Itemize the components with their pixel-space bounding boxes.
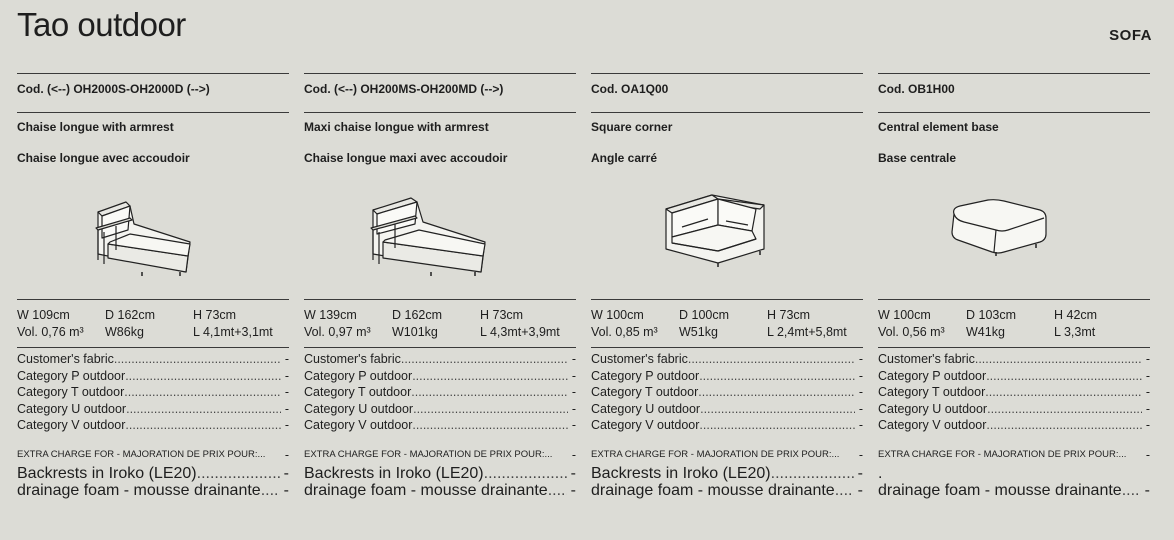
price-value: - [284,401,289,416]
price-list [878,352,1150,435]
price-row [878,465,1150,482]
dot-leader [114,352,281,366]
dot-leader [1122,482,1141,500]
price-value: - [1145,385,1150,400]
depth-value: D 162cm [392,308,443,322]
price-value: - [283,464,289,482]
price-label: Category V outdoor [591,418,700,433]
price-row [17,369,289,386]
column-rule [17,347,289,348]
price-row [304,369,576,386]
price-label: Customer's fabric [17,352,114,366]
weight-value: W41kg [966,325,1005,339]
price-label: Customer's fabric [304,352,401,366]
price-value: - [858,418,863,433]
column-rule [878,73,1150,74]
extra-charge-label: EXTRA CHARGE FOR - MAJORATION DE PRIX POUR:... [17,448,266,460]
price-label: Category V outdoor [17,418,126,433]
price-row [304,465,576,482]
dot-leader [986,418,1141,432]
price-row [304,385,576,402]
price-row [878,385,1150,402]
extra-charge-label: EXTRA CHARGE FOR - MAJORATION DE PRIX POUR:... [304,448,553,460]
dot-leader [699,418,854,432]
product-name-fr: Chaise longue maxi avec accoudoir [304,151,508,165]
product-columns [17,73,1150,513]
dot-leader [986,369,1142,383]
column-rule [304,73,576,74]
dot-leader [411,385,568,399]
price-value: - [283,481,289,499]
extra-charge-value: - [1145,447,1150,462]
price-value: - [1145,352,1150,366]
dot-leader [484,465,567,483]
extra-charge-value: - [571,447,576,462]
extra-charge-note [878,445,1150,465]
price-label: Category T outdoor [878,385,986,400]
product-name-fr: Base centrale [878,151,957,165]
column-rule [591,112,863,113]
column-rule [304,299,576,300]
depth-value: D 100cm [679,308,730,322]
price-value: - [570,464,576,482]
dot-leader [124,385,281,399]
dot-leader [412,418,567,432]
price-value: - [570,481,576,499]
weight-value: W51kg [679,325,718,339]
dot-leader [771,465,854,483]
extra-charge-note [304,445,576,465]
price-value: - [284,368,289,383]
depth-value: D 162cm [105,308,156,322]
price-label: Category U outdoor [304,401,414,416]
column-rule [591,299,863,300]
dimensions [304,307,576,341]
product-drawing [848,165,1150,289]
height-value: H 73cm [767,308,811,322]
product-drawing [561,165,863,289]
dot-leader [700,402,855,416]
price-label: . [878,464,883,482]
price-list [17,352,289,435]
price-label: Category T outdoor [304,385,412,400]
dot-leader [975,352,1142,366]
price-label: Backrests in Iroko (LE20) [304,464,484,482]
price-label: drainage foam - mousse drainante [878,481,1122,499]
price-label: drainage foam - mousse drainante [591,481,835,499]
width-value: W 139cm [304,308,357,322]
product-code: Cod. OB1H00 [878,82,955,96]
column-rule [304,112,576,113]
price-row [591,465,863,482]
product-code: Cod. (<--) OH2000S-OH2000D (-->) [17,82,210,96]
product-name-en: Maxi chaise longue with armrest [304,120,489,134]
product-column [591,73,863,513]
weight-value: W86kg [105,325,144,339]
height-value: H 73cm [480,308,524,322]
column-rule [304,347,576,348]
chaise-longue-armrest-icon [68,172,208,282]
price-label: Category U outdoor [878,401,988,416]
price-row [17,352,289,369]
volume-value: Vol. 0,97 m³ [304,325,371,339]
length-value: L 2,4mt+5,8mt [767,325,847,339]
column-rule [17,112,289,113]
price-value: - [284,352,289,366]
price-value: - [571,385,576,400]
dot-leader [413,402,568,416]
extra-charge-label: EXTRA CHARGE FOR - MAJORATION DE PRIX POUR:... [878,448,1127,460]
extra-charge-note [591,445,863,465]
price-label: Backrests in Iroko (LE20) [17,464,197,482]
product-drawing [274,165,576,289]
length-value: L 4,3mt+3,9mt [480,325,560,339]
product-code: Cod. OA1Q00 [591,82,669,96]
price-value: - [858,368,863,383]
weight-value: W101kg [392,325,438,339]
product-column [17,73,289,513]
price-row [878,482,1150,499]
price-row [304,402,576,419]
extra-charge-value: - [284,447,289,462]
price-value: - [571,368,576,383]
price-row [17,385,289,402]
price-value: - [858,352,863,366]
price-row [591,352,863,369]
length-value: L 3,3mt [1054,325,1096,339]
price-label: Category P outdoor [878,368,987,383]
price-value: - [858,401,863,416]
price-value: - [1144,481,1150,499]
column-rule [878,347,1150,348]
price-row [591,402,863,419]
price-value: - [1145,418,1150,433]
price-label: Category P outdoor [591,368,700,383]
price-label: Category U outdoor [17,401,127,416]
maxi-chaise-longue-icon [345,172,505,282]
price-value: - [1145,368,1150,383]
extras-list [591,465,863,498]
width-value: W 100cm [878,308,931,322]
height-value: H 42cm [1054,308,1098,322]
column-rule [591,347,863,348]
column-rule [878,112,1150,113]
product-name-en: Central element base [878,120,999,134]
dot-leader [125,418,280,432]
volume-value: Vol. 0,85 m³ [591,325,658,339]
central-base-icon [944,192,1054,262]
price-value: - [571,352,576,366]
column-rule [878,299,1150,300]
dot-leader [835,482,854,500]
price-row [304,418,576,435]
length-value: L 4,1mt+3,1mt [193,325,273,339]
extra-charge-value: - [858,447,863,462]
dot-leader [688,352,855,366]
product-code: Cod. (<--) OH200MS-OH200MD (-->) [304,82,504,96]
price-label: drainage foam - mousse drainante [17,481,261,499]
width-value: W 100cm [591,308,644,322]
price-value: - [571,418,576,433]
price-row [591,385,863,402]
dot-leader [985,385,1142,399]
dot-leader [401,352,568,366]
price-row [304,482,576,499]
price-row [878,418,1150,435]
price-value: - [284,418,289,433]
price-row [17,482,289,499]
price-label: Backrests in Iroko (LE20) [591,464,771,482]
product-name-en: Chaise longue with armrest [17,120,174,134]
volume-value: Vol. 0,56 m³ [878,325,945,339]
product-column [878,73,1150,513]
product-name-en: Square corner [591,120,673,134]
dot-leader [412,369,568,383]
width-value: W 109cm [17,308,70,322]
dimensions [878,307,1150,341]
dot-leader [548,482,567,500]
price-label: Category V outdoor [304,418,413,433]
page-title: Tao outdoor [17,6,186,43]
extras-list [304,465,576,498]
product-name-fr: Angle carré [591,151,658,165]
price-value: - [284,385,289,400]
price-label: Category P outdoor [17,368,126,383]
dot-leader [125,369,281,383]
price-value: - [857,464,863,482]
price-row [591,369,863,386]
dot-leader [197,465,280,483]
height-value: H 73cm [193,308,237,322]
dimensions [591,307,863,341]
price-label: Category V outdoor [878,418,987,433]
extra-charge-note [17,445,289,465]
price-value: - [571,401,576,416]
price-row [591,482,863,499]
price-list [591,352,863,435]
volume-value: Vol. 0,76 m³ [17,325,84,339]
price-value: - [1145,401,1150,416]
price-row [17,402,289,419]
dot-leader [126,402,281,416]
price-value: - [858,385,863,400]
product-drawing [0,165,289,289]
price-row [304,352,576,369]
dot-leader [698,385,855,399]
column-rule [17,73,289,74]
dimensions [17,307,289,341]
price-row [17,418,289,435]
category-label: SOFA [1109,27,1152,44]
price-list [304,352,576,435]
price-row [878,352,1150,369]
dot-leader [261,482,280,500]
dot-leader [699,369,855,383]
column-rule [17,299,289,300]
price-value: - [857,481,863,499]
column-rule [591,73,863,74]
price-row [878,369,1150,386]
price-row [591,418,863,435]
extra-charge-label: EXTRA CHARGE FOR - MAJORATION DE PRIX POUR:... [591,448,840,460]
depth-value: D 103cm [966,308,1017,322]
extras-list [878,465,1150,498]
price-row [878,402,1150,419]
price-label: drainage foam - mousse drainante [304,481,548,499]
price-label: Customer's fabric [878,352,975,366]
product-name-fr: Chaise longue avec accoudoir [17,151,190,165]
price-label: Category P outdoor [304,368,413,383]
price-label: Category U outdoor [591,401,701,416]
price-label: Category T outdoor [591,385,699,400]
price-row [17,465,289,482]
product-column [304,73,576,513]
price-label: Customer's fabric [591,352,688,366]
price-label: Category T outdoor [17,385,125,400]
extras-list [17,465,289,498]
dot-leader [987,402,1142,416]
square-corner-icon [652,177,772,277]
